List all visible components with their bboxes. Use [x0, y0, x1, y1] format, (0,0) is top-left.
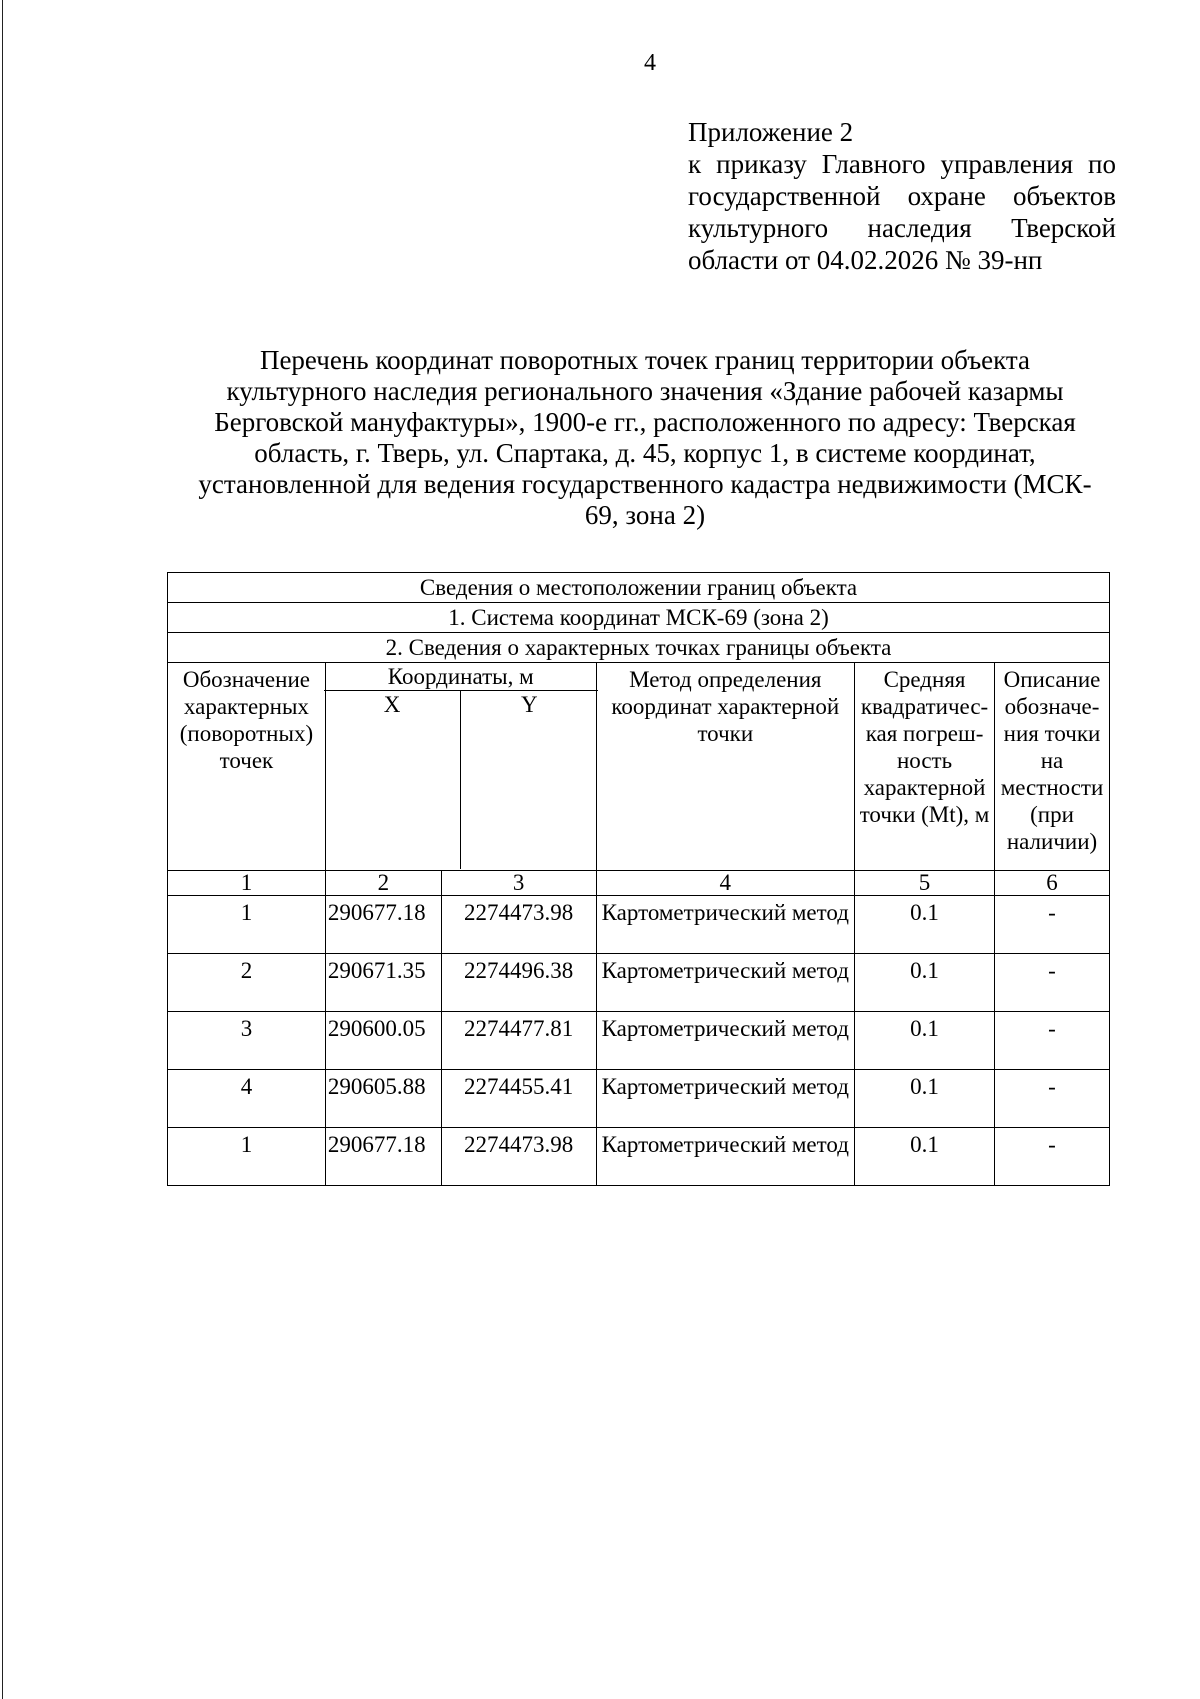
column-header-designation: Обозначение характерных (поворотных) точек: [168, 663, 326, 871]
column-header-method: Метод определения координат характерной точки: [596, 663, 855, 871]
table-row: [168, 1012, 1110, 1070]
table-header-coordinate-system: 1. Система координат МСК-69 (зона 2): [168, 603, 1110, 633]
coordinates-label: Координаты, м: [324, 663, 598, 691]
appendix-line: государственной охране объектов: [688, 181, 1116, 211]
table-row: [168, 1070, 1110, 1128]
cell-description: -: [995, 896, 1110, 954]
cell-error: 0.1: [855, 1070, 995, 1128]
title-line: культурного наследия регионального значения «Здание рабочей казармы: [226, 376, 1064, 406]
column-number: 4: [596, 871, 855, 896]
cell-y: 2274477.81: [441, 1012, 596, 1070]
cell-description: -: [995, 1128, 1110, 1186]
document-title: [160, 345, 1130, 531]
cell-point: 2: [168, 954, 326, 1012]
cell-y: 2274496.38: [441, 954, 596, 1012]
title-line: Перечень координат поворотных точек границ территории объекта: [259, 345, 1031, 375]
cell-description: -: [995, 1070, 1110, 1128]
column-number: 1: [168, 871, 326, 896]
page-edge-line: [2, 0, 3, 1699]
title-line: установленной для ведения государственного кадастра недвижимости (МСК-: [198, 469, 1092, 499]
cell-y: 2274473.98: [441, 896, 596, 954]
cell-y: 2274455.41: [441, 1070, 596, 1128]
cell-x: 290605.88: [325, 1070, 441, 1128]
page-number: 4: [644, 50, 656, 76]
column-header-x: X: [324, 691, 461, 869]
appendix-line: области от 04.02.2026 № 39-нп: [688, 245, 1043, 275]
cell-description: -: [995, 1012, 1110, 1070]
title-line: область, г. Тверь, ул. Спартака, д. 45, корпус 1, в системе координат,: [254, 438, 1036, 468]
column-header-description: Описание обозначе-ния точки на местности (при наличии): [995, 663, 1110, 871]
cell-point: 1: [168, 896, 326, 954]
cell-error: 0.1: [855, 954, 995, 1012]
appendix-line: к приказу Главного управления по: [688, 149, 1116, 179]
cell-error: 0.1: [855, 1128, 995, 1186]
cell-x: 290677.18: [325, 896, 441, 954]
coordinates-table: [167, 572, 1110, 1186]
cell-point: 1: [168, 1128, 326, 1186]
cell-method: Картометрический метод: [596, 1070, 855, 1128]
cell-x: 290671.35: [325, 954, 441, 1012]
column-number: 5: [855, 871, 995, 896]
table-row: [168, 954, 1110, 1012]
column-header-coordinates: [325, 663, 596, 871]
appendix-line: культурного наследия Тверской: [688, 213, 1116, 243]
column-header-error: Средняя квадратичес-кая погреш-ность характерной точки (Mt), м: [855, 663, 995, 871]
cell-point: 3: [168, 1012, 326, 1070]
cell-method: Картометрический метод: [596, 1128, 855, 1186]
table-header-location: Сведения о местоположении границ объекта: [168, 573, 1110, 603]
column-number: 2: [325, 871, 441, 896]
column-number: 6: [995, 871, 1110, 896]
appendix-block: [688, 116, 1116, 276]
cell-error: 0.1: [855, 896, 995, 954]
xy-subheaders: [324, 691, 598, 869]
table-row: [168, 896, 1110, 954]
column-number: 3: [441, 871, 596, 896]
cell-method: Картометрический метод: [596, 1012, 855, 1070]
cell-y: 2274473.98: [441, 1128, 596, 1186]
cell-method: Картометрический метод: [596, 896, 855, 954]
column-header-y: Y: [521, 692, 538, 717]
title-line: Берговской мануфактуры», 1900-е гг., расположенного по адресу: Тверская: [214, 407, 1076, 437]
table-header-points-info: 2. Сведения о характерных точках границы объекта: [168, 633, 1110, 663]
cell-error: 0.1: [855, 1012, 995, 1070]
cell-x: 290677.18: [325, 1128, 441, 1186]
title-line: 69, зона 2): [584, 500, 706, 530]
table-row: [168, 1128, 1110, 1186]
cell-x: 290600.05: [325, 1012, 441, 1070]
cell-method: Картометрический метод: [596, 954, 855, 1012]
appendix-line: Приложение 2: [688, 117, 854, 147]
cell-description: -: [995, 954, 1110, 1012]
cell-point: 4: [168, 1070, 326, 1128]
